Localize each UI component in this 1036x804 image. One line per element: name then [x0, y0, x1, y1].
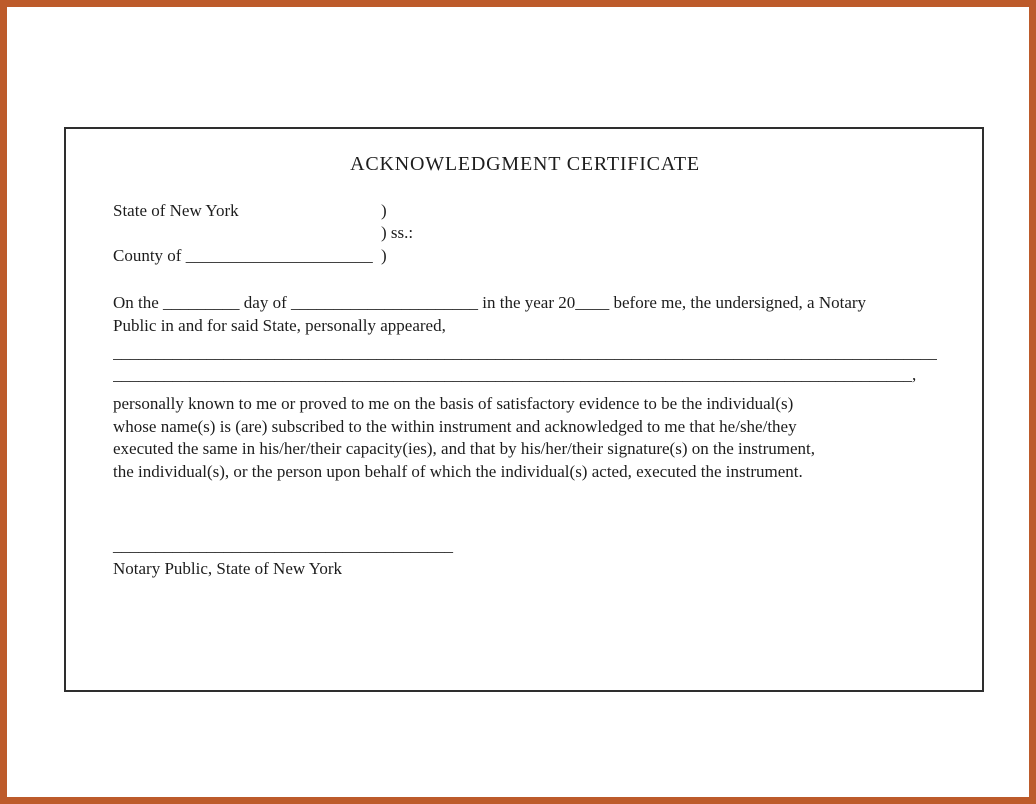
certificate-title: ACKNOWLEDGMENT CERTIFICATE	[350, 153, 700, 175]
appearance-blank-line-2: ______________________________________________________________________________________________,	[113, 365, 917, 385]
signature-block	[113, 534, 937, 580]
venue-spacer	[113, 222, 381, 244]
statement-line-4: the individual(s), or the person upon behalf of which the individual(s) acted, executed the instrument.	[113, 462, 803, 481]
certificate-box	[64, 127, 984, 692]
venue-county-row	[113, 245, 937, 267]
opening-line-2: Public in and for said State, personally appeared,	[113, 316, 446, 336]
venue-state-label: State of New York	[113, 201, 239, 220]
statement-line-2: whose name(s) is (are) subscribed to the within instrument and acknowledged to me that he/she/they	[113, 416, 797, 436]
opening-paragraph	[113, 291, 937, 337]
appearance-blank-line-1: _________________________________________________________________________________________________	[113, 343, 937, 363]
venue-state-paren: )	[381, 201, 387, 220]
venue-state-row	[113, 200, 937, 222]
venue-block	[113, 200, 937, 267]
opening-line-1: On the _________ day of ______________________ in the year 20____ before me, the undersigned, a Notary	[113, 293, 867, 313]
venue-ss-paren: ) ss.:	[381, 223, 414, 243]
venue-ss-row	[113, 222, 937, 244]
notary-signature-line: ________________________________________	[113, 535, 453, 555]
venue-county-label-and-blank: County of ______________________	[113, 245, 373, 265]
notary-signature-label: Notary Public, State of New York	[113, 558, 343, 578]
statement-paragraph	[113, 393, 937, 483]
statement-line-1: personally known to me or proved to me on the basis of satisfactory evidence to be the individual(s)	[113, 394, 794, 414]
statement-line-3: executed the same in his/her/their capacity(ies), and that by his/her/their signature(s) on the instrument,	[113, 439, 815, 459]
venue-county-paren: )	[381, 245, 387, 265]
appearance-blank-lines	[113, 342, 937, 386]
